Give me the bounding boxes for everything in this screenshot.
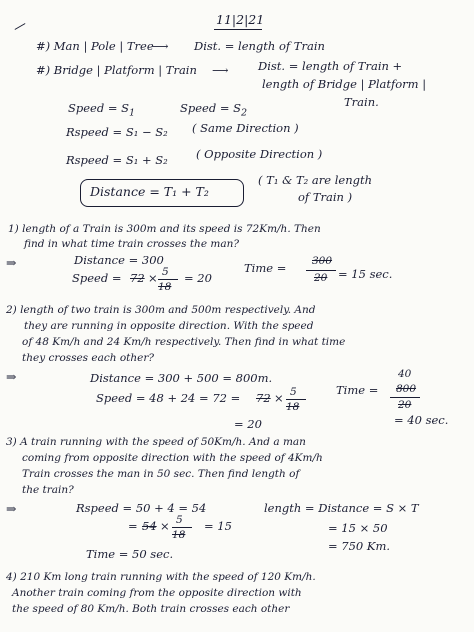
times-icon: × (148, 271, 158, 285)
implies-icon: ⇒ (6, 501, 17, 516)
date-underline (214, 29, 262, 30)
speed-1: Speed = $S_1$ (68, 101, 136, 119)
q2-frac-num: 5 (290, 386, 297, 398)
q4-line-1: 4) 210 Km long train running with the speed of 120 Km/h. (6, 571, 316, 583)
q1-line-1: 1) length of a Train is 300m and its speed is 72Km/h. Then (8, 223, 321, 235)
q2-time-den: 20 (398, 399, 412, 411)
opposite-direction-note: ( Opposite Direction ) (196, 147, 323, 161)
concept-bridge-result-1: Dist. = length of Train + (258, 59, 403, 73)
q3-rspeed-54: 54 (142, 519, 157, 533)
q3-length-calc: = 15 × 50 (328, 521, 388, 535)
q1-time-num: 300 (312, 255, 333, 267)
q4-line-3: the speed of 80 Km/h. Both train crosses each other (12, 603, 290, 615)
same-direction-note: ( Same Direction ) (192, 121, 299, 135)
concept-bridge-result-3: Train. (344, 95, 379, 109)
q3-rspeed-result: = 15 (204, 519, 232, 533)
speed-2: Speed = $S_2$ (180, 101, 248, 119)
q3-line-4: the train? (22, 484, 74, 496)
q1-frac-num: 5 (162, 266, 169, 278)
q3-line-1: 3) A train running with the speed of 50Km/h. And a man (6, 436, 306, 448)
q1-frac-den: 18 (158, 281, 172, 293)
q3-rspeed: Rspeed = 50 + 4 = 54 (76, 501, 207, 515)
q3-length-formula: length = Distance = S × T (264, 501, 419, 515)
q4-line-2: Another train coming from the opposite direction with (12, 587, 302, 599)
fraction-bar (158, 279, 178, 280)
distance-formula: Distance = T₁ + T₂ (90, 184, 209, 199)
q3-frac-den: 18 (172, 529, 186, 541)
q1-line-2: find in what time train crosses the man? (24, 238, 239, 250)
q2-time-lhs: Time = (336, 383, 379, 397)
arrow-icon: ⟶ (152, 39, 169, 53)
q1-time-result: = 15 sec. (338, 267, 393, 281)
q2-line-4: they crosses each other? (22, 352, 155, 364)
q1-time-lhs: Time = (244, 261, 287, 275)
q1-speed-72: 72 (130, 271, 145, 285)
q3-line-2: coming from opposite direction with the speed of 4Km/h (22, 452, 323, 464)
rspeed-opposite: Rspeed = S₁ + S₂ (66, 153, 168, 167)
q1-time-den: 20 (314, 272, 328, 284)
q2-frac-den: 18 (286, 401, 300, 413)
implies-icon: ⇒ (6, 369, 17, 384)
length-note-2: of Train ) (298, 190, 353, 204)
q2-speed-72: 72 (256, 391, 271, 405)
q2-line-3: of 48 Km/h and 24 Km/h respectively. Then find in what time (22, 336, 346, 348)
q2-speed-result: = 20 (234, 417, 262, 431)
rspeed-same: Rspeed = S₁ − S₂ (66, 125, 168, 139)
q2-speed-lhs: Speed = 48 + 24 = 72 = (96, 391, 241, 405)
concept-bridge-platform: #) Bridge | Platform | Train (36, 63, 197, 77)
q2-time-num: 800 (396, 383, 417, 395)
q2-time-top: 40 (398, 368, 412, 380)
q3-rspeed-eq: = (128, 519, 138, 533)
concept-man-pole-tree: #) Man | Pole | Tree (36, 39, 154, 53)
q2-distance: Distance = 300 + 500 = 800m. (90, 371, 273, 385)
q1-speed-result: = 20 (184, 271, 212, 285)
length-note-1: ( T₁ & T₂ are length (258, 173, 373, 187)
fraction-bar (286, 399, 306, 400)
date-heading: 11|2|21 (216, 12, 265, 27)
concept-man-result: Dist. = length of Train (194, 39, 325, 53)
implies-icon: ⇒ (6, 255, 17, 270)
q2-line-2: they are running in opposite direction. With the speed (24, 320, 314, 332)
q2-time-result: = 40 sec. (394, 413, 449, 427)
q2-line-1: 2) length of two train is 300m and 500m respectively. And (6, 304, 316, 316)
times-icon: × (274, 391, 284, 405)
q3-line-3: Train crosses the man in 50 sec. Then find length of (22, 468, 300, 480)
fraction-bar (306, 270, 336, 271)
arrow-icon: ⟶ (212, 63, 229, 77)
margin-mark (15, 23, 26, 30)
times-icon: × (160, 519, 170, 533)
fraction-bar (390, 397, 420, 398)
concept-bridge-result-2: length of Bridge | Platform | (262, 77, 427, 91)
q3-frac-num: 5 (176, 514, 183, 526)
q3-time: Time = 50 sec. (86, 547, 174, 561)
q1-distance: Distance = 300 (74, 253, 164, 267)
q1-speed-lhs: Speed = (72, 271, 122, 285)
q3-length-result: = 750 Km. (328, 539, 391, 553)
fraction-bar (172, 527, 192, 528)
